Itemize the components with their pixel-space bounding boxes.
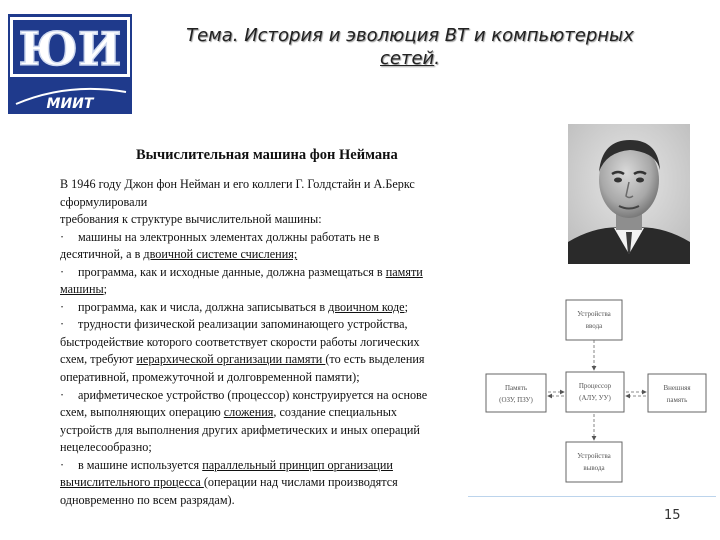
output-device-label: Устройства [577,452,611,460]
bullet-text: , создание специальных [273,405,398,420]
bullet-marker: · [60,387,65,402]
bullet-line [60,316,466,334]
external-memory-label: Внешняя [663,384,691,392]
output-device-box [566,442,622,482]
external-memory-box [648,374,706,412]
link-machine[interactable]: машины [60,282,104,297]
processor-box [566,372,624,412]
link-binary-code[interactable]: двоичном коде [328,299,405,314]
bullet-line [60,264,466,282]
logo-wordmark-text: МИИТ [46,96,94,112]
memory-label: Память [504,384,528,392]
section-heading: Вычислительная машина фон Неймана [136,147,398,163]
institute-logo [8,14,132,114]
portrait-photo [568,124,690,264]
bullet-text: десятичной, а в [60,247,144,262]
body-line [60,404,466,422]
bullet-marker: · [60,299,65,314]
bullet-marker: · [60,229,65,244]
body-line: сформулировали [60,194,148,209]
bullet-text: схем, требуют [60,352,137,367]
bullet-text: машины на электронных элементах должны работать не в [78,229,380,244]
output-device-label: вывода [583,464,605,472]
bullet-text: в машине используется [78,457,203,472]
body-text [60,176,466,509]
bullet-text: программа, как и исходные данные, должна размещаться в [78,264,386,279]
bullet-text: ; [103,282,108,297]
logo-letters-icon [10,17,130,77]
processor-label: Процессор [578,382,612,390]
body-line: устройств для выполнения других арифметических и иных операций [60,422,420,437]
link-addition[interactable]: сложения [223,405,274,420]
title-line-2 [148,47,672,70]
body-line [60,351,466,369]
link-memory[interactable]: памяти [385,264,423,279]
title-link-networks[interactable]: сетей [380,48,435,69]
bullet-marker: · [60,264,65,279]
bullet-line [60,229,466,247]
input-device-label: Устройства [577,310,611,318]
title-period: . [434,48,440,69]
link-memory-hierarchy[interactable]: иерархической организации памяти [136,352,326,367]
body-line: требования к структуре вычислительной машины: [60,212,322,227]
body-line: быстродействие которого соответствует скорости работы логических [60,334,420,349]
body-line [60,246,466,264]
bullet-text: арифметическое устройство (процессор) конструируется на основе [78,387,428,402]
bullet-text: (операции над числами производятся [203,475,398,490]
body-line: одновременно по всем разрядам). [60,492,235,507]
bullet-text: схем, выполняющих операцию [60,405,224,420]
title-line-1: Тема. История и эволюция ВТ и компьютерных [186,25,634,46]
bullet-marker: · [60,317,65,332]
slide-title [148,24,672,70]
bullet-line [60,299,466,317]
input-device-box [566,300,622,340]
body-line [60,281,466,299]
link-parallel-principle[interactable]: параллельный принцип организации [202,457,393,472]
body-line: оперативной, промежуточной и долговременной памяти); [60,370,360,385]
external-memory-label: память [666,396,688,404]
memory-box [486,374,546,412]
processor-label: (АЛУ, УУ) [579,394,611,402]
bullet-marker: · [60,457,65,472]
memory-label: (ОЗУ, ПЗУ) [499,396,533,404]
link-computing-process[interactable]: вычислительного процесса [60,475,204,490]
logo-letters-text: ЮИ [18,22,122,76]
body-line: В 1946 году Джон фон Нейман и его коллеги Г. Голдстайн и А.Беркс [60,177,415,191]
bullet-line [60,387,466,405]
bullet-text: ; [404,299,408,314]
bullet-text: (то есть выделения [325,352,425,367]
von-neumann-diagram [484,296,710,492]
input-device-label: ввода [585,322,603,330]
bullet-text: программа, как и числа, должна записываться в [78,299,329,314]
logo-wordmark-icon [8,78,132,114]
page-number: 15 [664,508,681,523]
body-line [60,474,466,492]
link-binary-system[interactable]: двоичной системе счисления; [143,247,298,262]
bullet-text: трудности физической реализации запоминающего устройства, [78,317,408,332]
body-line: нецелесообразно; [60,440,152,455]
bottom-divider [468,496,716,497]
bullet-line [60,457,466,475]
